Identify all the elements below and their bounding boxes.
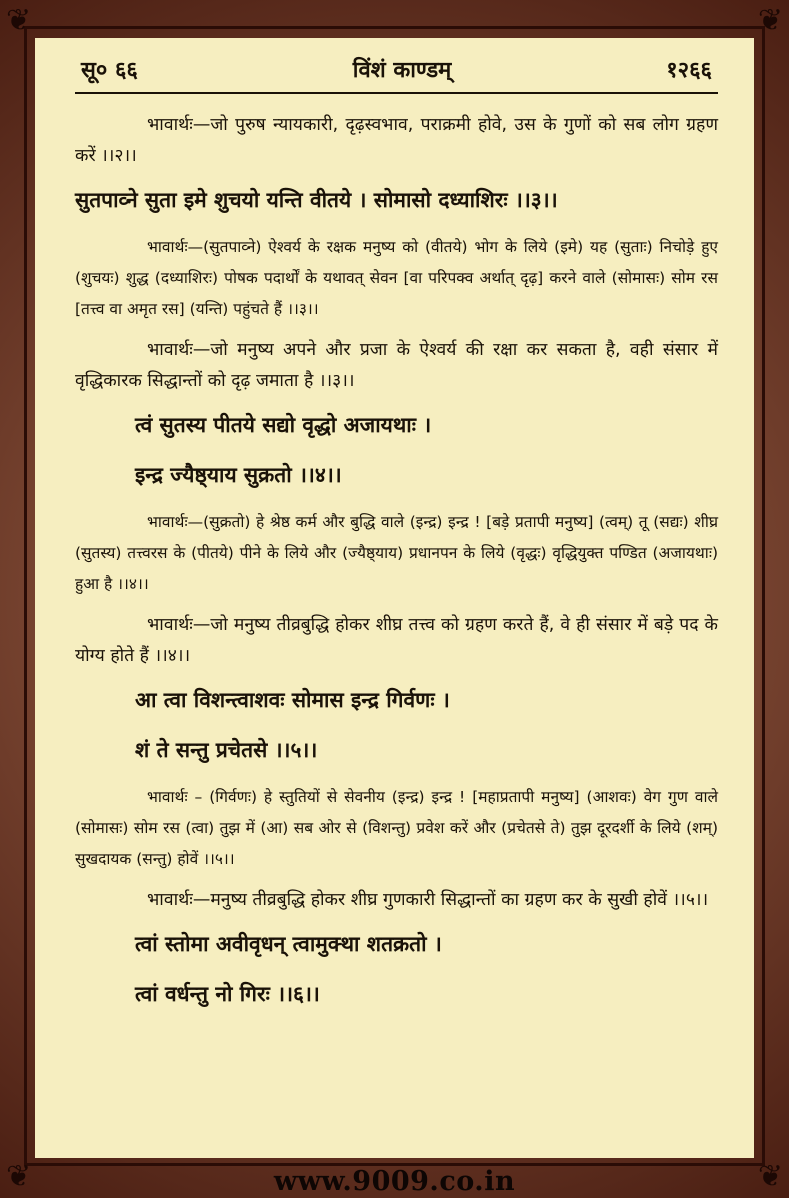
commentary-paragraph: भावार्थः—जो मनुष्य अपने और प्रजा के ऐश्वर्य की रक्षा कर सकता है, वही संसार में वृद्धिकारक सिद्धान्तों को दृढ़ जमाता है ।।३।। — [75, 340, 718, 391]
corner-ornament-icon: ❦ — [757, 3, 783, 38]
page-header — [75, 54, 718, 84]
mantra-verse: त्वां स्तोमा अवीवृधन् त्वामुक्था शतक्रतो । — [135, 931, 442, 956]
mantra-verse: सुतपाव्ने सुता इमे शुचयो यन्ति वीतये । सोमासो दध्याशिरः ।।३।। — [75, 187, 558, 212]
commentary-paragraph: भावार्थः—मनुष्य तीव्रबुद्धि होकर शीघ्र गुणकारी सिद्धान्तों का ग्रहण कर के सुखी होवें ।।५।। — [147, 890, 709, 910]
commentary-paragraph: भावार्थः—(सुतपाव्ने) ऐश्वर्य के रक्षक मनुष्य को (वीतये) भोग के लिये (इमे) यह (सुताः) निचोड़े हुए (शुचयः) शुद्ध (दध्याशिरः) पोषक पदार्थों के यथावत् सेवन [वा परिपक्व अर्थात् दृढ़] करने वाले (सोमासः) सोम रस [तत्त्व वा अमृत रस] (यन्ति) पहुंचते हैं ।।३।। — [75, 238, 718, 318]
page-content — [75, 110, 718, 1012]
mantra-verse: इन्द्र ज्यैष्ठ्याय सुक्रतो ।।४।। — [135, 462, 342, 487]
mantra-verse: आ त्वा विशन्त्वाशवः सोमास इन्द्र गिर्वणः । — [135, 687, 450, 712]
mantra-verse: शं ते सन्तु प्रचेतसे ।।५।। — [135, 737, 318, 762]
page-number: १२६६ — [666, 58, 712, 83]
commentary-paragraph: भावार्थः—जो मनुष्य तीव्रबुद्धि होकर शीघ्र तत्त्व को ग्रहण करते हैं, वे ही संसार में बड़े पद के योग्य होते हैं ।।४।। — [75, 615, 718, 666]
commentary-paragraph: भावार्थः—जो पुरुष न्यायकारी, दृढ़स्वभाव, पराक्रमी होवे, उस के गुणों को सब लोग ग्रहण करें ।।२।। — [75, 115, 718, 166]
kanda-title: विंशं काण्डम् — [352, 58, 452, 83]
commentary-paragraph: भावार्थः – (गिर्वणः) हे स्तुतियों से सेवनीय (इन्द्र) इन्द्र ! [महाप्रतापी मनुष्य] (आशवः) वेग गुण वाले (सोमासः) सोम रस (त्वा) तुझ में (आ) सब ओर से (विशन्तु) प्रवेश करें और (प्रचेतसे ते) तुझ दूरदर्शी के लिये (शम्) सुखदायक (सन्तु) होवें ।।५।। — [75, 788, 718, 868]
header-rule — [75, 92, 718, 94]
corner-ornament-icon: ❦ — [6, 1159, 32, 1194]
corner-ornament-icon: ❦ — [757, 1159, 783, 1194]
mantra-verse: त्वां वर्धन्तु नो गिरः ।।६।। — [135, 981, 320, 1006]
corner-ornament-icon: ❦ — [6, 3, 32, 38]
book-page — [35, 38, 754, 1158]
sukta-number: सू० ६६ — [81, 58, 138, 83]
website-footer: www.9009.co.in — [273, 1166, 516, 1197]
mantra-verse: त्वं सुतस्य पीतये सद्यो वृद्धो अजायथाः । — [135, 412, 432, 437]
commentary-paragraph: भावार्थः—(सुक्रतो) हे श्रेष्ठ कर्म और बुद्धि वाले (इन्द्र) इन्द्र ! [बड़े प्रतापी मनुष्य] (त्वम्) तू (सद्यः) शीघ्र (सुतस्य) तत्त्वरस के (पीतये) पीने के लिये और (ज्यैष्ठ्याय) प्रधानपन के लिये (वृद्धः) वृद्धियुक्त पण्डित (अजायथाः) हुआ है ।।४।। — [75, 513, 718, 593]
